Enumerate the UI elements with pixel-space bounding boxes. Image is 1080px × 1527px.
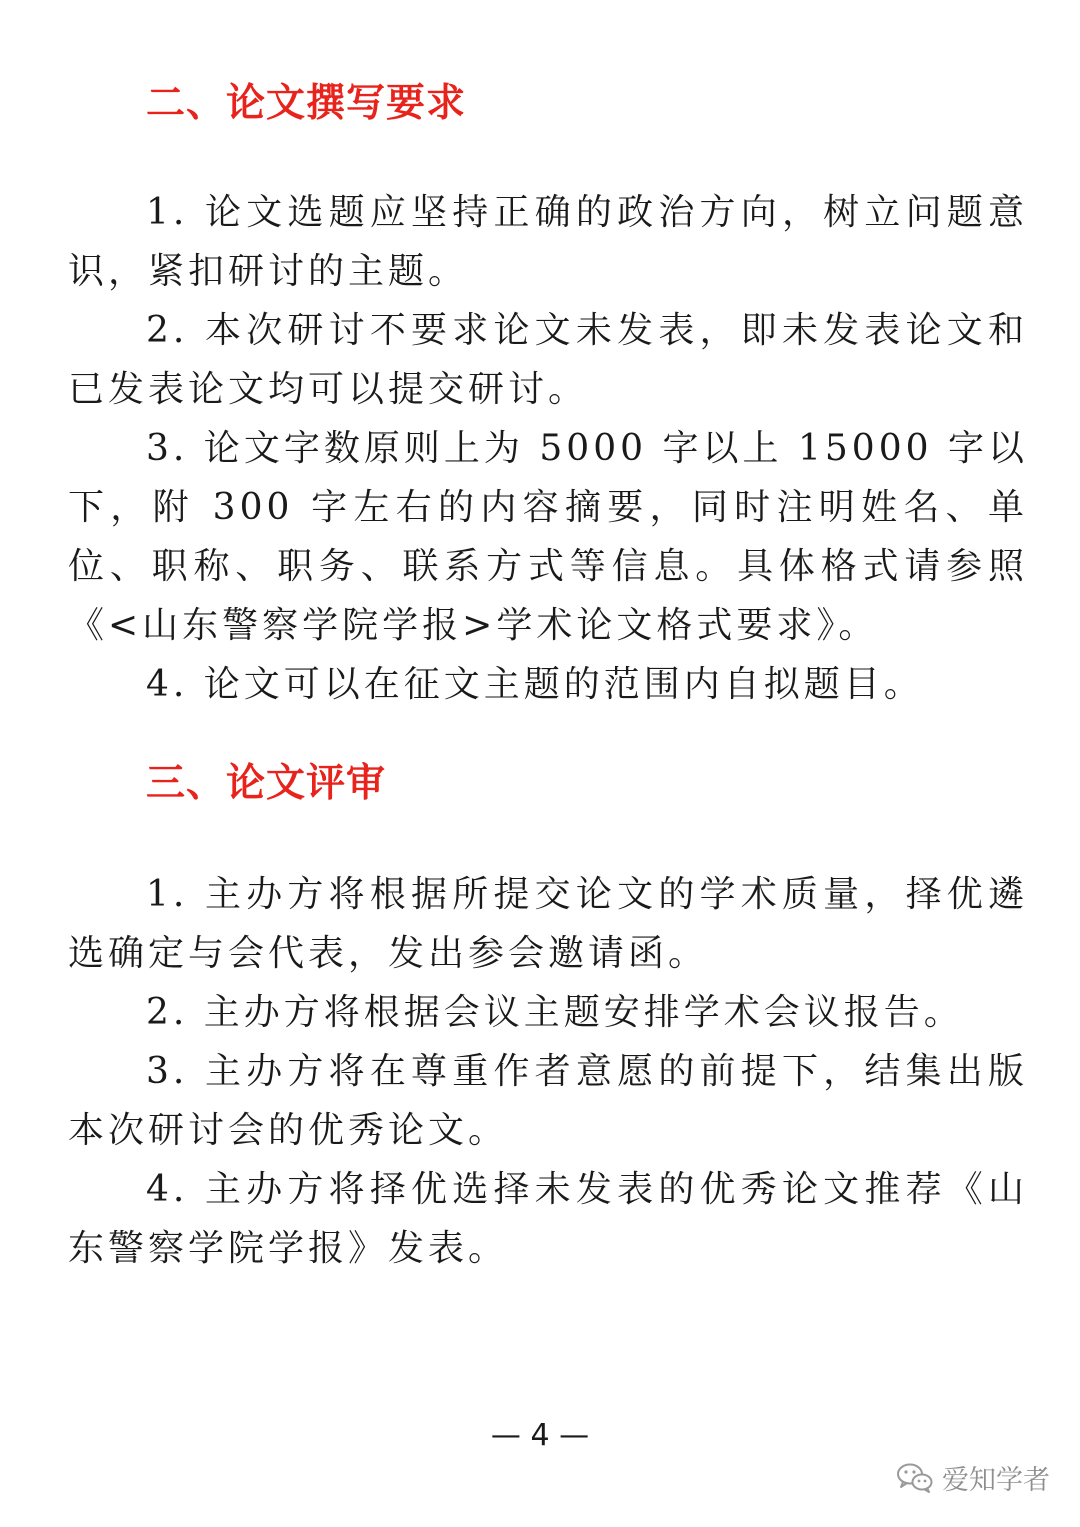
page-number: — 4 —: [490, 1418, 590, 1453]
section-3-item-3: 3. 主办方将在尊重作者意愿的前提下，结集出版本次研讨会的优秀论文。: [68, 1051, 1028, 1151]
section-2-item-1: 1. 论文选题应坚持正确的政治方向，树立问题意识，紧扣研讨的主题。: [68, 192, 1028, 292]
section-3-item-1: 1. 主办方将根据所提交论文的学术质量，择优遴选确定与会代表，发出参会邀请函。: [68, 874, 1028, 974]
section-3-item-4: 4. 主办方将择优选择未发表的优秀论文推荐《山东警察学院学报》发表。: [68, 1169, 1028, 1269]
section-2-item-3: 3. 论文字数原则上为 5000 字以上 15000 字以下，附 300 字左右的内容摘要，同时注明姓名、单位、职称、职务、联系方式等信息。具体格式请参照《<山东警察学院学报>学术论文格式要求》。: [68, 428, 1028, 646]
watermark-text: 爱知学者: [942, 1465, 1050, 1496]
section-2-heading: 二、论文撰写要求: [146, 81, 467, 126]
watermark: [896, 1458, 1050, 1497]
wechat-icon: [896, 1462, 934, 1494]
section-2-item-4: 4. 论文可以在征文主题的范围内自拟题目。: [146, 664, 924, 705]
section-3-heading: 三、论文评审: [146, 761, 387, 806]
section-2-item-2: 2. 本次研讨不要求论文未发表，即未发表论文和已发表论文均可以提交研讨。: [68, 310, 1028, 410]
section-3-item-2: 2. 主办方将根据会议主题安排学术会议报告。: [146, 992, 964, 1033]
